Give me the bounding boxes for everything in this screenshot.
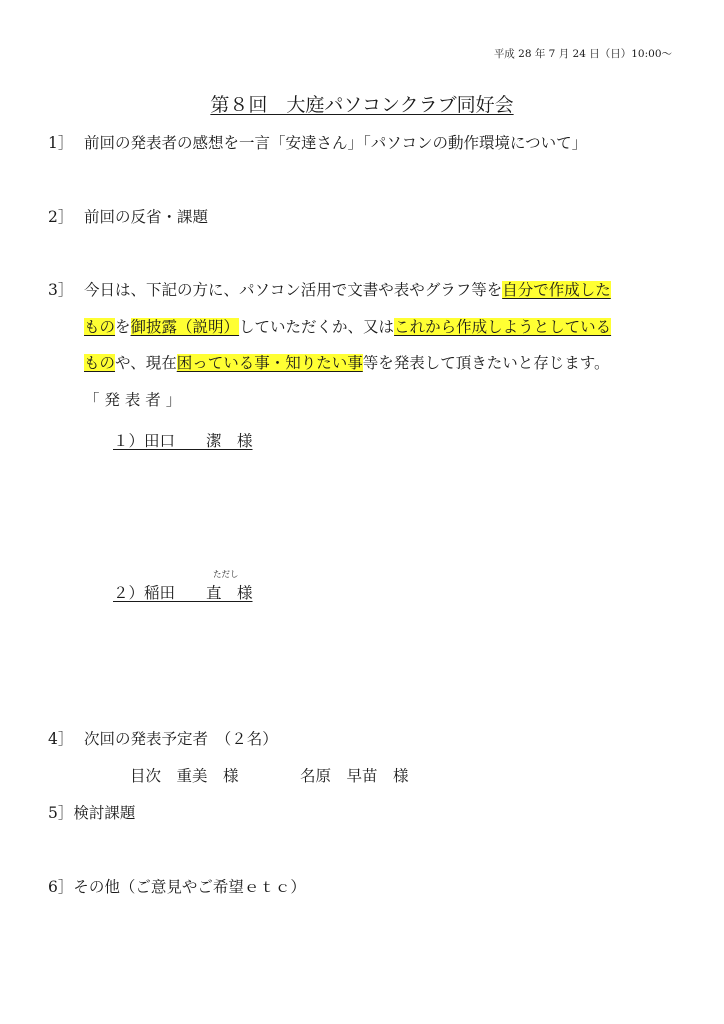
item-text: 前回の反省・課題: [84, 208, 209, 226]
highlight-text: 自分で作成した: [502, 281, 611, 299]
item-number: 2］: [48, 208, 74, 226]
agenda-item-3-line-2: [84, 315, 611, 337]
body-text: や、現在: [115, 354, 177, 372]
highlight-text: もの: [84, 354, 116, 372]
title-text: 第８回 大庭パソコンクラブ同好会: [210, 94, 514, 116]
highlight-text: 御披露（説明）: [130, 318, 240, 336]
agenda-item-6: 6］その他（ご意見やご希望ｅｔｃ）: [48, 878, 306, 896]
meeting-date: 平成 28 年 7 月 24 日（日）10:00～: [493, 48, 672, 60]
ruby-annotation: ただし: [213, 570, 239, 580]
agenda-item-4: [48, 727, 278, 749]
highlight-text: 困っている事・知りたい事: [176, 354, 363, 372]
body-text: 等を発表して頂きたいと存じます。: [362, 354, 610, 372]
page-title: [0, 90, 724, 117]
nominee-1: 目次 重美 様: [130, 767, 239, 785]
item-text: 今日は、下記の方に、パソコン活用で文書や表やグラフ等を: [84, 281, 503, 299]
item-text: 前回の発表者の感想を一言「安達さん」「パソコンの動作環境について」: [84, 134, 588, 152]
presenter-2: ２）稲田 直 様: [113, 584, 253, 602]
presenter-1: １）田口 潔 様: [113, 432, 253, 450]
agenda-item-3: [48, 278, 611, 300]
nominee-2: 名原 早苗 様: [300, 767, 409, 785]
body-text: を: [115, 318, 131, 336]
presenters-label: 「 発 表 者 」: [84, 391, 182, 409]
item-number: 4］: [48, 730, 74, 748]
highlight-text: これから作成しようとしている: [394, 318, 612, 336]
highlight-text: もの: [84, 318, 116, 336]
agenda-item-5: 5］検討課題: [48, 804, 136, 822]
body-text: していただくか、又は: [239, 318, 395, 336]
item-text: 次回の発表予定者 （２名）: [84, 730, 278, 748]
agenda-item-3-line-3: [84, 351, 610, 373]
agenda-item-1: [48, 131, 587, 153]
item-number: 1］: [48, 134, 74, 152]
item-number: 3］: [48, 281, 74, 299]
agenda-item-2: [48, 205, 208, 227]
